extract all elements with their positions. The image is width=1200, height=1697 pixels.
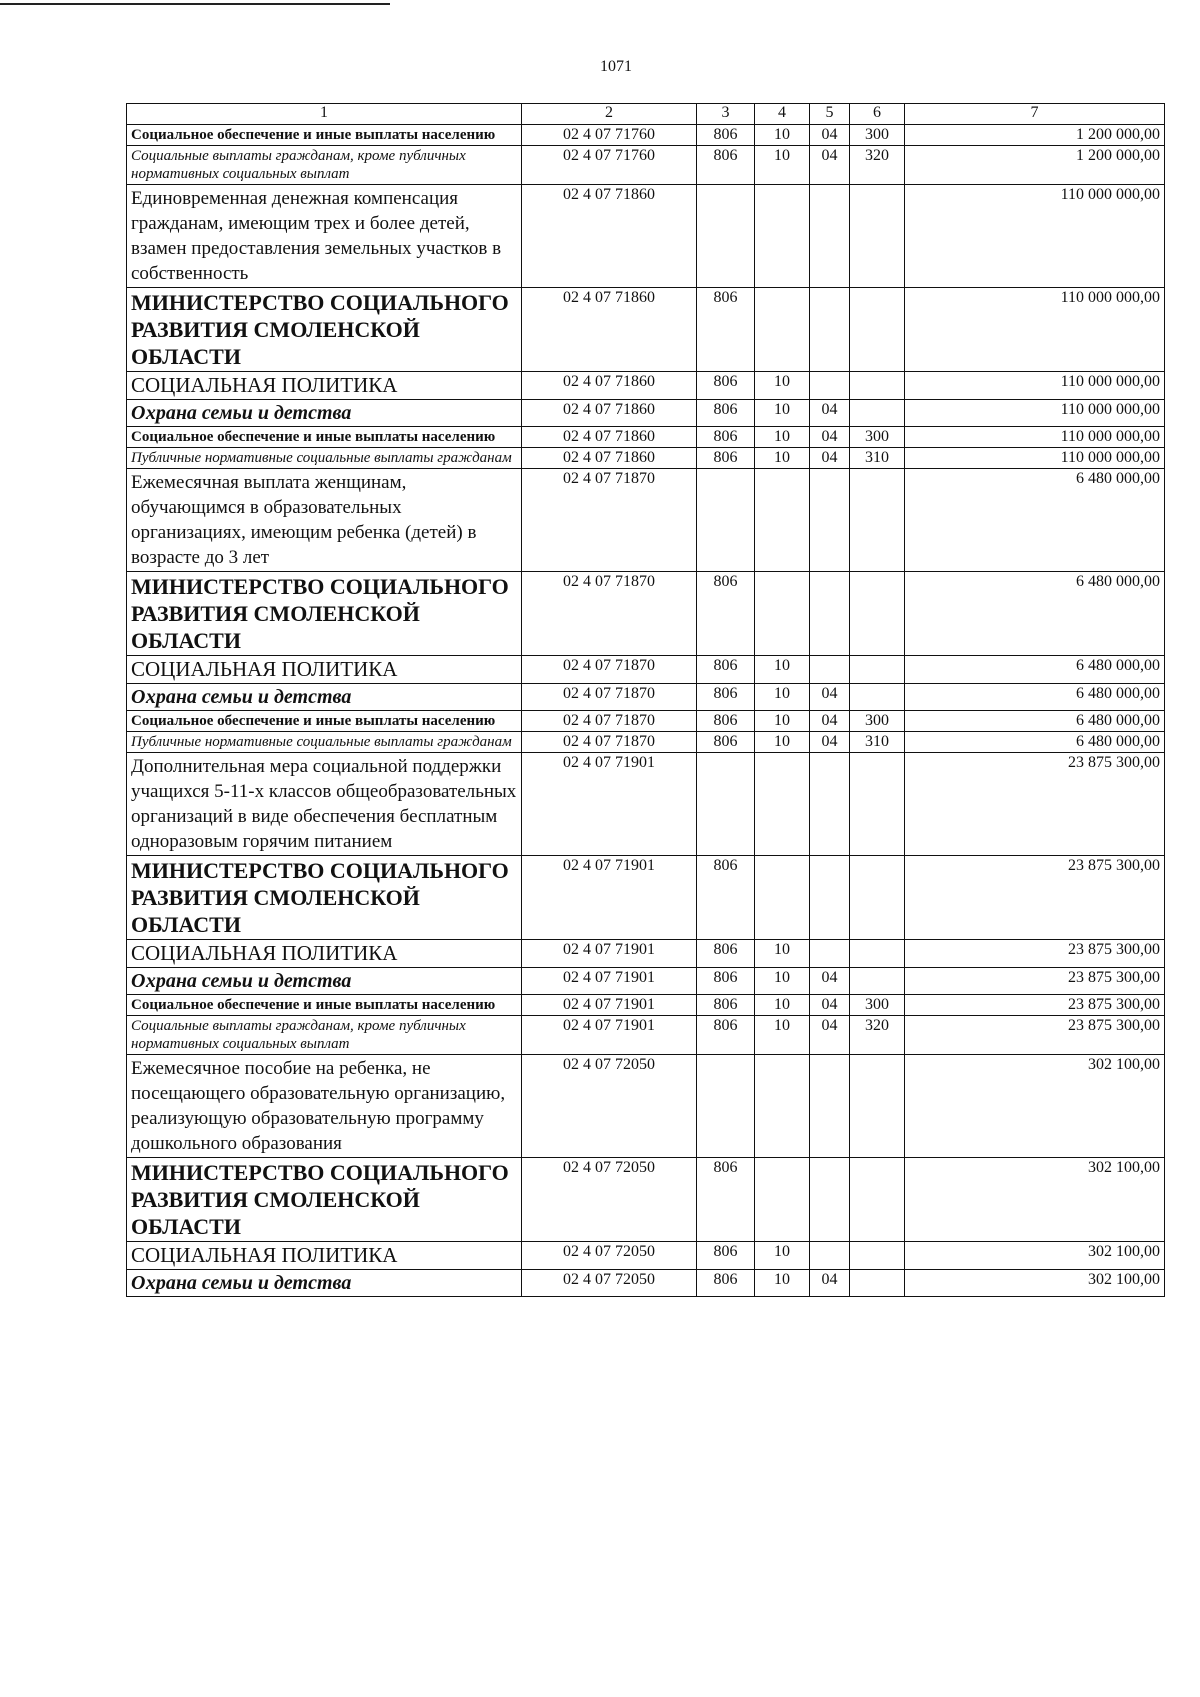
target-code-cell: 02 4 07 71901: [522, 1016, 697, 1055]
amount-cell: 6 480 000,00: [905, 656, 1165, 684]
table-row: [127, 427, 1165, 448]
subsection-cell: [810, 940, 850, 968]
row-name-cell: СОЦИАЛЬНАЯ ПОЛИТИКА: [127, 940, 522, 968]
expense-type-cell: [850, 572, 905, 656]
expense-type-cell: [850, 940, 905, 968]
target-code-cell: 02 4 07 71901: [522, 940, 697, 968]
subsection-cell: [810, 288, 850, 372]
table-row: [127, 400, 1165, 427]
table-row: [127, 753, 1165, 856]
row-name-cell: МИНИСТЕРСТВО СОЦИАЛЬНОГО РАЗВИТИЯ СМОЛЕНСКОЙ ОБЛАСТИ: [127, 1158, 522, 1242]
amount-cell: 23 875 300,00: [905, 940, 1165, 968]
target-code-cell: 02 4 07 71901: [522, 856, 697, 940]
row-name-cell: Социальное обеспечение и иные выплаты населению: [127, 711, 522, 732]
target-code-cell: 02 4 07 71860: [522, 427, 697, 448]
expense-type-cell: 320: [850, 146, 905, 185]
expense-type-cell: [850, 753, 905, 856]
target-code-cell: 02 4 07 71870: [522, 572, 697, 656]
target-code-cell: 02 4 07 71860: [522, 372, 697, 400]
section-cell: [755, 572, 810, 656]
table-row: [127, 732, 1165, 753]
target-code-cell: 02 4 07 71860: [522, 448, 697, 469]
section-cell: 10: [755, 125, 810, 146]
admin-code-cell: 806: [697, 448, 755, 469]
subsection-cell: 04: [810, 427, 850, 448]
admin-code-cell: 806: [697, 372, 755, 400]
row-name-cell: Охрана семьи и детства: [127, 400, 522, 427]
section-cell: [755, 856, 810, 940]
expense-type-cell: 310: [850, 732, 905, 753]
top-rule: [0, 3, 390, 5]
table-row: [127, 711, 1165, 732]
target-code-cell: 02 4 07 71860: [522, 185, 697, 288]
expense-type-cell: [850, 684, 905, 711]
admin-code-cell: [697, 753, 755, 856]
section-cell: 10: [755, 684, 810, 711]
table-row: [127, 1055, 1165, 1158]
row-name-cell: Дополнительная мера социальной поддержки учащихся 5-11-х классов общеобразовательных организаций в виде обеспечения бесплатным одноразовым горячим питанием: [127, 753, 522, 856]
expense-type-cell: [850, 185, 905, 288]
table-row: [127, 1270, 1165, 1297]
admin-code-cell: 806: [697, 125, 755, 146]
section-cell: 10: [755, 448, 810, 469]
section-cell: [755, 288, 810, 372]
target-code-cell: 02 4 07 71901: [522, 995, 697, 1016]
amount-cell: 23 875 300,00: [905, 856, 1165, 940]
table-row: [127, 125, 1165, 146]
expense-type-cell: [850, 1055, 905, 1158]
section-cell: 10: [755, 995, 810, 1016]
target-code-cell: 02 4 07 72050: [522, 1158, 697, 1242]
column-header: 7: [905, 104, 1165, 125]
admin-code-cell: 806: [697, 856, 755, 940]
table-row: [127, 995, 1165, 1016]
row-name-cell: СОЦИАЛЬНАЯ ПОЛИТИКА: [127, 372, 522, 400]
admin-code-cell: [697, 469, 755, 572]
table-row: [127, 572, 1165, 656]
amount-cell: 110 000 000,00: [905, 448, 1165, 469]
section-cell: [755, 1158, 810, 1242]
admin-code-cell: 806: [697, 711, 755, 732]
target-code-cell: 02 4 07 71760: [522, 146, 697, 185]
subsection-cell: 04: [810, 1270, 850, 1297]
row-name-cell: Социальные выплаты гражданам, кроме публичных нормативных социальных выплат: [127, 146, 522, 185]
subsection-cell: [810, 1242, 850, 1270]
subsection-cell: 04: [810, 400, 850, 427]
amount-cell: 23 875 300,00: [905, 1016, 1165, 1055]
amount-cell: 23 875 300,00: [905, 753, 1165, 856]
amount-cell: 23 875 300,00: [905, 968, 1165, 995]
column-header: 3: [697, 104, 755, 125]
expense-type-cell: [850, 400, 905, 427]
expense-type-cell: 300: [850, 427, 905, 448]
subsection-cell: [810, 1055, 850, 1158]
row-name-cell: Социальное обеспечение и иные выплаты населению: [127, 427, 522, 448]
row-name-cell: Охрана семьи и детства: [127, 684, 522, 711]
subsection-cell: [810, 1158, 850, 1242]
row-name-cell: Публичные нормативные социальные выплаты гражданам: [127, 732, 522, 753]
table-row: [127, 684, 1165, 711]
subsection-cell: 04: [810, 995, 850, 1016]
admin-code-cell: 806: [697, 1158, 755, 1242]
header-row: [127, 104, 1165, 125]
target-code-cell: 02 4 07 72050: [522, 1270, 697, 1297]
section-cell: 10: [755, 1016, 810, 1055]
expense-type-cell: [850, 469, 905, 572]
target-code-cell: 02 4 07 71901: [522, 753, 697, 856]
expense-type-cell: [850, 288, 905, 372]
target-code-cell: 02 4 07 72050: [522, 1242, 697, 1270]
budget-table: [126, 103, 1165, 1297]
table-row: [127, 856, 1165, 940]
expense-type-cell: [850, 1158, 905, 1242]
amount-cell: 6 480 000,00: [905, 732, 1165, 753]
admin-code-cell: 806: [697, 940, 755, 968]
row-name-cell: Ежемесячная выплата женщинам, обучающимся в образовательных организациях, имеющим ребенка (детей) в возрасте до 3 лет: [127, 469, 522, 572]
target-code-cell: 02 4 07 71870: [522, 656, 697, 684]
admin-code-cell: 806: [697, 288, 755, 372]
section-cell: 10: [755, 146, 810, 185]
column-header: 2: [522, 104, 697, 125]
section-cell: 10: [755, 372, 810, 400]
subsection-cell: 04: [810, 1016, 850, 1055]
admin-code-cell: [697, 185, 755, 288]
table-row: [127, 1016, 1165, 1055]
amount-cell: 302 100,00: [905, 1055, 1165, 1158]
section-cell: 10: [755, 1242, 810, 1270]
row-name-cell: Охрана семьи и детства: [127, 1270, 522, 1297]
amount-cell: 302 100,00: [905, 1242, 1165, 1270]
section-cell: 10: [755, 940, 810, 968]
target-code-cell: 02 4 07 71870: [522, 469, 697, 572]
admin-code-cell: 806: [697, 995, 755, 1016]
row-name-cell: СОЦИАЛЬНАЯ ПОЛИТИКА: [127, 1242, 522, 1270]
amount-cell: 1 200 000,00: [905, 146, 1165, 185]
section-cell: 10: [755, 400, 810, 427]
amount-cell: 6 480 000,00: [905, 469, 1165, 572]
section-cell: [755, 753, 810, 856]
subsection-cell: 04: [810, 684, 850, 711]
row-name-cell: МИНИСТЕРСТВО СОЦИАЛЬНОГО РАЗВИТИЯ СМОЛЕНСКОЙ ОБЛАСТИ: [127, 856, 522, 940]
expense-type-cell: [850, 656, 905, 684]
subsection-cell: [810, 372, 850, 400]
target-code-cell: 02 4 07 71870: [522, 732, 697, 753]
table-row: [127, 968, 1165, 995]
admin-code-cell: 806: [697, 1016, 755, 1055]
row-name-cell: Охрана семьи и детства: [127, 968, 522, 995]
amount-cell: 110 000 000,00: [905, 185, 1165, 288]
admin-code-cell: 806: [697, 684, 755, 711]
amount-cell: 6 480 000,00: [905, 711, 1165, 732]
table-row: [127, 372, 1165, 400]
section-cell: [755, 469, 810, 572]
section-cell: 10: [755, 427, 810, 448]
page-number: 1071: [600, 58, 632, 75]
admin-code-cell: 806: [697, 732, 755, 753]
expense-type-cell: [850, 372, 905, 400]
row-name-cell: Социальные выплаты гражданам, кроме публичных нормативных социальных выплат: [127, 1016, 522, 1055]
column-header: 5: [810, 104, 850, 125]
subsection-cell: [810, 469, 850, 572]
column-header: 1: [127, 104, 522, 125]
table-row: [127, 940, 1165, 968]
admin-code-cell: 806: [697, 1270, 755, 1297]
table-row: [127, 1242, 1165, 1270]
expense-type-cell: 300: [850, 711, 905, 732]
amount-cell: 110 000 000,00: [905, 288, 1165, 372]
table-row: [127, 656, 1165, 684]
section-cell: 10: [755, 1270, 810, 1297]
subsection-cell: 04: [810, 146, 850, 185]
subsection-cell: 04: [810, 711, 850, 732]
column-header: 4: [755, 104, 810, 125]
subsection-cell: 04: [810, 968, 850, 995]
amount-cell: 302 100,00: [905, 1270, 1165, 1297]
section-cell: 10: [755, 732, 810, 753]
admin-code-cell: 806: [697, 1242, 755, 1270]
amount-cell: 110 000 000,00: [905, 427, 1165, 448]
section-cell: [755, 185, 810, 288]
table-row: [127, 1158, 1165, 1242]
subsection-cell: 04: [810, 448, 850, 469]
subsection-cell: [810, 572, 850, 656]
expense-type-cell: 320: [850, 1016, 905, 1055]
target-code-cell: 02 4 07 71870: [522, 684, 697, 711]
expense-type-cell: 310: [850, 448, 905, 469]
subsection-cell: [810, 856, 850, 940]
subsection-cell: 04: [810, 732, 850, 753]
table-row: [127, 288, 1165, 372]
amount-cell: 110 000 000,00: [905, 400, 1165, 427]
row-name-cell: Единовременная денежная компенсация гражданам, имеющим трех и более детей, взамен предоставления земельных участков в собственность: [127, 185, 522, 288]
table-row: [127, 469, 1165, 572]
target-code-cell: 02 4 07 71860: [522, 288, 697, 372]
section-cell: 10: [755, 656, 810, 684]
admin-code-cell: 806: [697, 400, 755, 427]
target-code-cell: 02 4 07 71870: [522, 711, 697, 732]
table-row: [127, 448, 1165, 469]
amount-cell: 110 000 000,00: [905, 372, 1165, 400]
amount-cell: 6 480 000,00: [905, 572, 1165, 656]
subsection-cell: [810, 185, 850, 288]
row-name-cell: Социальное обеспечение и иные выплаты населению: [127, 995, 522, 1016]
subsection-cell: [810, 656, 850, 684]
row-name-cell: Социальное обеспечение и иные выплаты населению: [127, 125, 522, 146]
expense-type-cell: [850, 1270, 905, 1297]
expense-type-cell: 300: [850, 995, 905, 1016]
expense-type-cell: 300: [850, 125, 905, 146]
row-name-cell: Публичные нормативные социальные выплаты гражданам: [127, 448, 522, 469]
expense-type-cell: [850, 1242, 905, 1270]
subsection-cell: 04: [810, 125, 850, 146]
row-name-cell: МИНИСТЕРСТВО СОЦИАЛЬНОГО РАЗВИТИЯ СМОЛЕНСКОЙ ОБЛАСТИ: [127, 288, 522, 372]
row-name-cell: СОЦИАЛЬНАЯ ПОЛИТИКА: [127, 656, 522, 684]
table-row: [127, 146, 1165, 185]
amount-cell: 23 875 300,00: [905, 995, 1165, 1016]
target-code-cell: 02 4 07 72050: [522, 1055, 697, 1158]
admin-code-cell: [697, 1055, 755, 1158]
target-code-cell: 02 4 07 71860: [522, 400, 697, 427]
row-name-cell: МИНИСТЕРСТВО СОЦИАЛЬНОГО РАЗВИТИЯ СМОЛЕНСКОЙ ОБЛАСТИ: [127, 572, 522, 656]
admin-code-cell: 806: [697, 427, 755, 448]
admin-code-cell: 806: [697, 146, 755, 185]
expense-type-cell: [850, 856, 905, 940]
admin-code-cell: 806: [697, 572, 755, 656]
admin-code-cell: 806: [697, 656, 755, 684]
section-cell: [755, 1055, 810, 1158]
row-name-cell: Ежемесячное пособие на ребенка, не посещающего образовательную организацию, реализующую образовательную программу дошкольного образования: [127, 1055, 522, 1158]
amount-cell: 302 100,00: [905, 1158, 1165, 1242]
section-cell: 10: [755, 711, 810, 732]
table-row: [127, 185, 1165, 288]
subsection-cell: [810, 753, 850, 856]
column-header: 6: [850, 104, 905, 125]
amount-cell: 6 480 000,00: [905, 684, 1165, 711]
amount-cell: 1 200 000,00: [905, 125, 1165, 146]
expense-type-cell: [850, 968, 905, 995]
target-code-cell: 02 4 07 71760: [522, 125, 697, 146]
section-cell: 10: [755, 968, 810, 995]
target-code-cell: 02 4 07 71901: [522, 968, 697, 995]
admin-code-cell: 806: [697, 968, 755, 995]
